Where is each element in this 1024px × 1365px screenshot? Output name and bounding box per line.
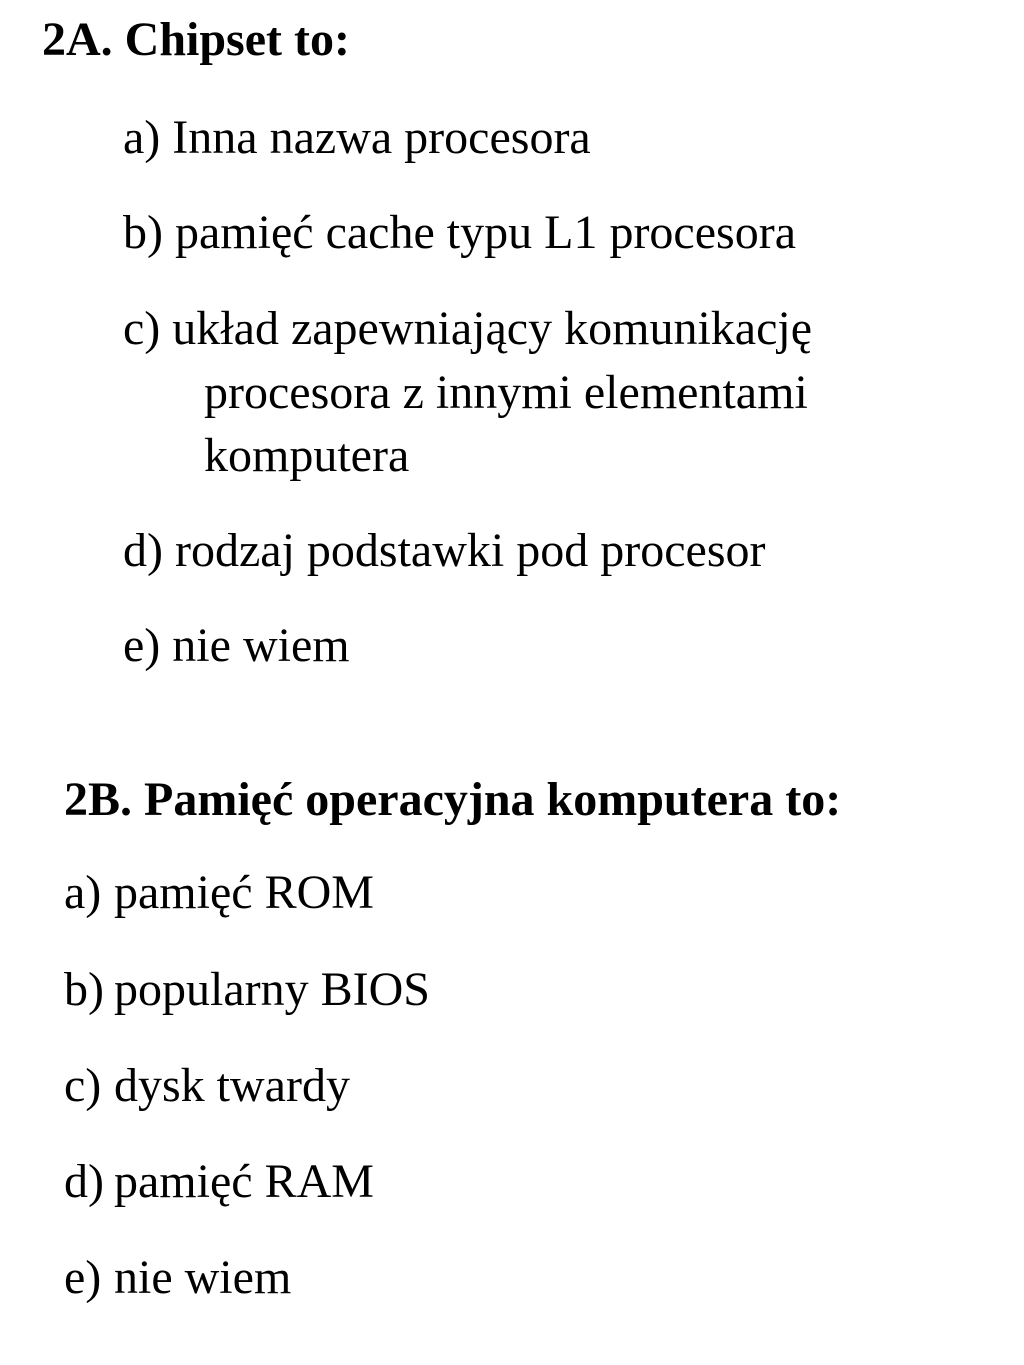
answer-option-e[interactable] [64,1246,291,1310]
answer-option-e[interactable] [123,614,350,678]
option-text: dysk twardy [114,1059,350,1112]
answer-option-d[interactable] [123,519,766,583]
option-label: e) [123,619,173,672]
option-text: pamięć cache typu L1 procesora [174,206,797,259]
option-text: pamięć ROM [114,866,374,919]
option-text: układ zapewniający komunikację [172,302,813,355]
answer-option-d[interactable] [64,1150,374,1214]
option-label: e) [64,1251,102,1304]
option-label: a) [64,866,102,919]
answer-option-c[interactable] [64,1054,350,1118]
answer-option-a[interactable] [123,106,591,170]
option-text: rodzaj podstawki pod procesor [174,524,766,577]
option-label: c) [123,302,173,355]
option-text-continuation: procesora z innymi elementami [204,366,808,419]
option-text: nie wiem [172,619,350,672]
answer-option-a[interactable] [64,861,374,925]
option-text: popularny BIOS [114,963,430,1016]
option-text-continuation: komputera [204,429,410,482]
option-label: d) [123,524,175,577]
answer-option-c[interactable] [123,297,812,361]
option-label: c) [64,1059,102,1112]
question-title: 2B. Pamięć operacyjna komputera to: [64,773,842,826]
option-label: b) [64,963,104,1016]
option-text: nie wiem [114,1251,292,1304]
question-title: 2A. Chipset to: [42,13,350,66]
option-label: a) [123,111,173,164]
option-label: d) [64,1155,104,1208]
answer-option-b[interactable] [123,201,796,265]
option-label: b) [123,206,175,259]
answer-option-b[interactable] [64,958,430,1022]
option-text: pamięć RAM [114,1155,374,1208]
option-text: Inna nazwa procesora [172,111,591,164]
